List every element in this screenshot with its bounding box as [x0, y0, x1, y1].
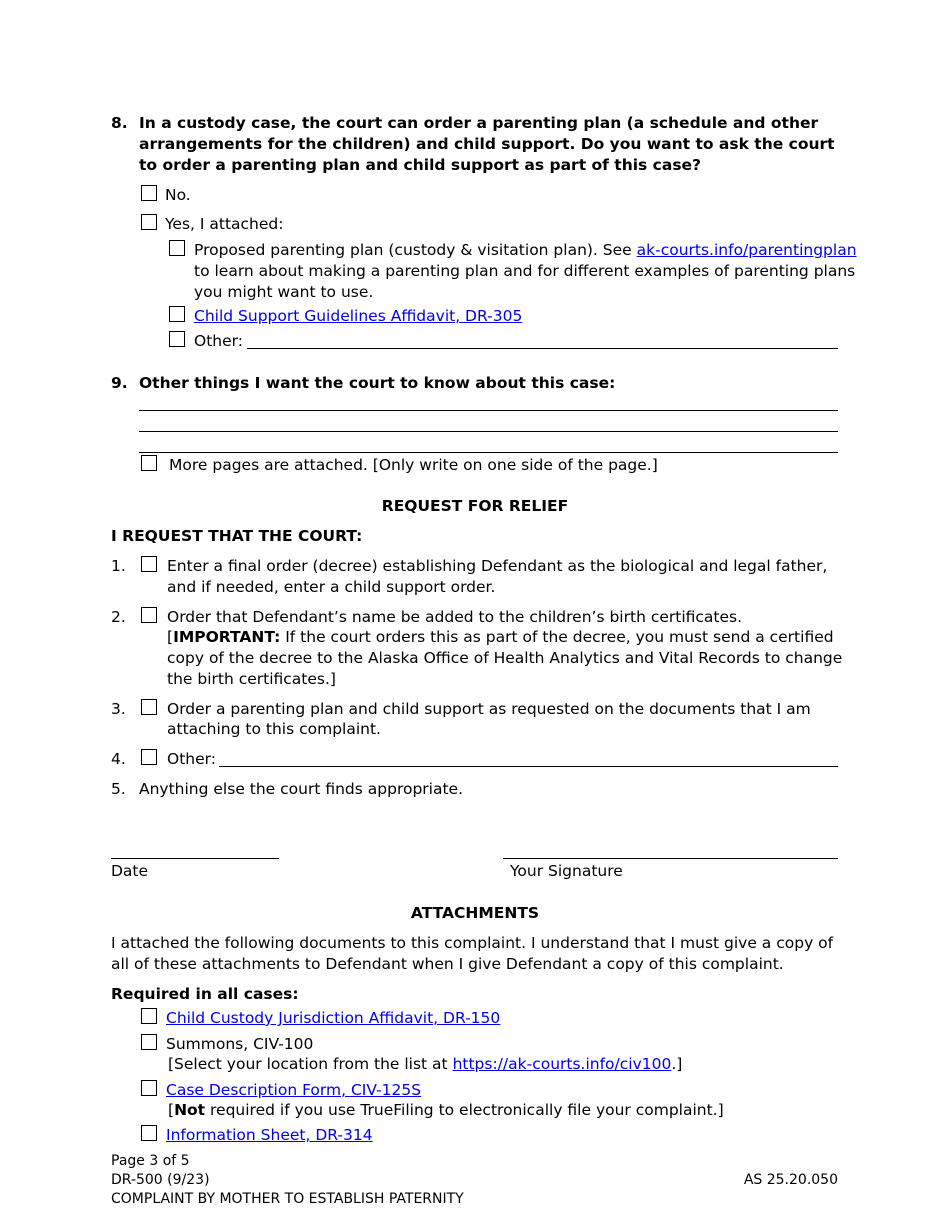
attachments-intro-line-1: I attached the following documents to this complaint. I understand that I must give a copy of: [111, 934, 834, 952]
case-description-note: [Not required if you use TrueFiling to electronically file your complaint.]: [168, 1101, 724, 1119]
summons-note-end: .]: [671, 1055, 683, 1073]
relief-heading: REQUEST FOR RELIEF: [381, 497, 569, 515]
summons-checkbox[interactable]: [141, 1034, 157, 1050]
q9-answer-line-1[interactable]: [139, 410, 838, 411]
relief-item-1-number: 1.: [111, 557, 126, 575]
parenting-plan-text: Proposed parenting plan (custody & visitation plan). See: [194, 241, 637, 259]
relief-item-2-note: If the court orders this as part of the decree, you must send a certified: [280, 628, 834, 646]
case-description-link[interactable]: Case Description Form, CIV-125S: [166, 1081, 422, 1099]
relief-item-4-number: 4.: [111, 750, 126, 768]
q8-yes-checkbox[interactable]: [141, 214, 157, 230]
relief-item-2-line-3: copy of the decree to the Alaska Office of Health Analytics and Vital Records to change: [167, 649, 843, 667]
footer-form-id: DR-500 (9/23): [111, 1172, 210, 1188]
parenting-plan-line-1: [194, 240, 857, 260]
q8-no-label: No.: [165, 186, 191, 204]
child-support-checkbox[interactable]: [169, 306, 185, 322]
signature-field[interactable]: [503, 858, 838, 859]
relief-item-2-number: 2.: [111, 608, 126, 626]
summons-note-text: [Select your location from the list at: [168, 1055, 453, 1073]
child-support-affidavit-link[interactable]: Child Support Guidelines Affidavit, DR-305: [194, 307, 523, 325]
summons-label: Summons, CIV-100: [166, 1035, 314, 1053]
parenting-plan-checkbox[interactable]: [169, 240, 185, 256]
relief-item-1-checkbox[interactable]: [141, 556, 157, 572]
custody-affidavit-checkbox[interactable]: [141, 1008, 157, 1024]
summons-link[interactable]: https://ak-courts.info/civ100: [452, 1055, 672, 1073]
info-sheet-link[interactable]: Information Sheet, DR-314: [166, 1126, 373, 1144]
relief-item-3-line-1: Order a parenting plan and child support as requested on the documents that I am: [167, 700, 811, 718]
relief-item-2-line-2: [IMPORTANT: If the court orders this as part of the decree, you must send a certified: [167, 628, 834, 646]
q9-answer-line-2[interactable]: [139, 431, 838, 432]
more-pages-label: More pages are attached. [Only write on one side of the page.]: [169, 456, 658, 474]
relief-subheading: I REQUEST THAT THE COURT:: [111, 527, 363, 545]
custody-affidavit-link[interactable]: Child Custody Jurisdiction Affidavit, DR-150: [166, 1009, 501, 1027]
relief-item-4-checkbox[interactable]: [141, 749, 157, 765]
q9-answer-line-3[interactable]: [139, 452, 838, 453]
q9-question: Other things I want the court to know about this case:: [139, 374, 616, 392]
relief-item-5-text: Anything else the court finds appropriate.: [139, 780, 464, 798]
signature-label: Your Signature: [510, 862, 623, 880]
attachments-heading: ATTACHMENTS: [410, 904, 540, 922]
relief-item-2-line-4: the birth certificates.]: [167, 670, 336, 688]
relief-item-3-line-2: attaching to this complaint.: [167, 720, 381, 738]
relief-item-4-label: Other:: [167, 750, 216, 768]
q8-other-checkbox[interactable]: [169, 331, 185, 347]
case-description-note-text: required if you use TrueFiling to electronically file your complaint.]: [205, 1101, 724, 1119]
case-not-label: Not: [174, 1101, 206, 1119]
info-sheet-checkbox[interactable]: [141, 1125, 157, 1141]
case-description-checkbox[interactable]: [141, 1080, 157, 1096]
relief-other-field[interactable]: [219, 766, 838, 767]
parenting-plan-line-3: you might want to use.: [194, 283, 374, 301]
relief-item-2-checkbox[interactable]: [141, 607, 157, 623]
date-label: Date: [111, 862, 149, 880]
relief-item-2-line-1: Order that Defendant’s name be added to the children’s birth certificates.: [167, 608, 743, 626]
relief-item-1-line-2: and if needed, enter a child support order.: [167, 578, 496, 596]
q8-question-line-3: to order a parenting plan and child support as part of this case?: [139, 156, 702, 174]
more-pages-checkbox[interactable]: [141, 455, 157, 471]
q9-number: 9.: [111, 374, 128, 392]
relief-item-3-checkbox[interactable]: [141, 699, 157, 715]
q8-question-line-2: arrangements for the children) and child support. Do you want to ask the court: [139, 135, 835, 153]
parenting-plan-link[interactable]: ak-courts.info/parentingplan: [636, 241, 857, 259]
parenting-plan-line-2: to learn about making a parenting plan and for different examples of parenting plans: [194, 262, 856, 280]
footer-statute: AS 25.20.050: [743, 1172, 838, 1188]
footer-form-title: COMPLAINT BY MOTHER TO ESTABLISH PATERNITY: [111, 1191, 464, 1207]
footer-page-number: Page 3 of 5: [111, 1153, 190, 1169]
q8-yes-label: Yes, I attached:: [165, 215, 284, 233]
date-field[interactable]: [111, 858, 279, 859]
summons-note: [168, 1054, 682, 1074]
q8-number: 8.: [111, 114, 128, 132]
required-heading: Required in all cases:: [111, 985, 299, 1003]
important-label: IMPORTANT:: [173, 628, 281, 646]
relief-item-5-number: 5.: [111, 780, 126, 798]
attachments-intro-line-2: all of these attachments to Defendant when I give Defendant a copy of this complaint.: [111, 955, 784, 973]
q8-other-field[interactable]: [247, 348, 838, 349]
q8-question-line-1: In a custody case, the court can order a parenting plan (a schedule and other: [139, 114, 819, 132]
q8-no-checkbox[interactable]: [141, 185, 157, 201]
q8-other-label: Other:: [194, 332, 243, 350]
relief-item-1-line-1: Enter a final order (decree) establishing Defendant as the biological and legal father,: [167, 557, 828, 575]
relief-item-3-number: 3.: [111, 700, 126, 718]
